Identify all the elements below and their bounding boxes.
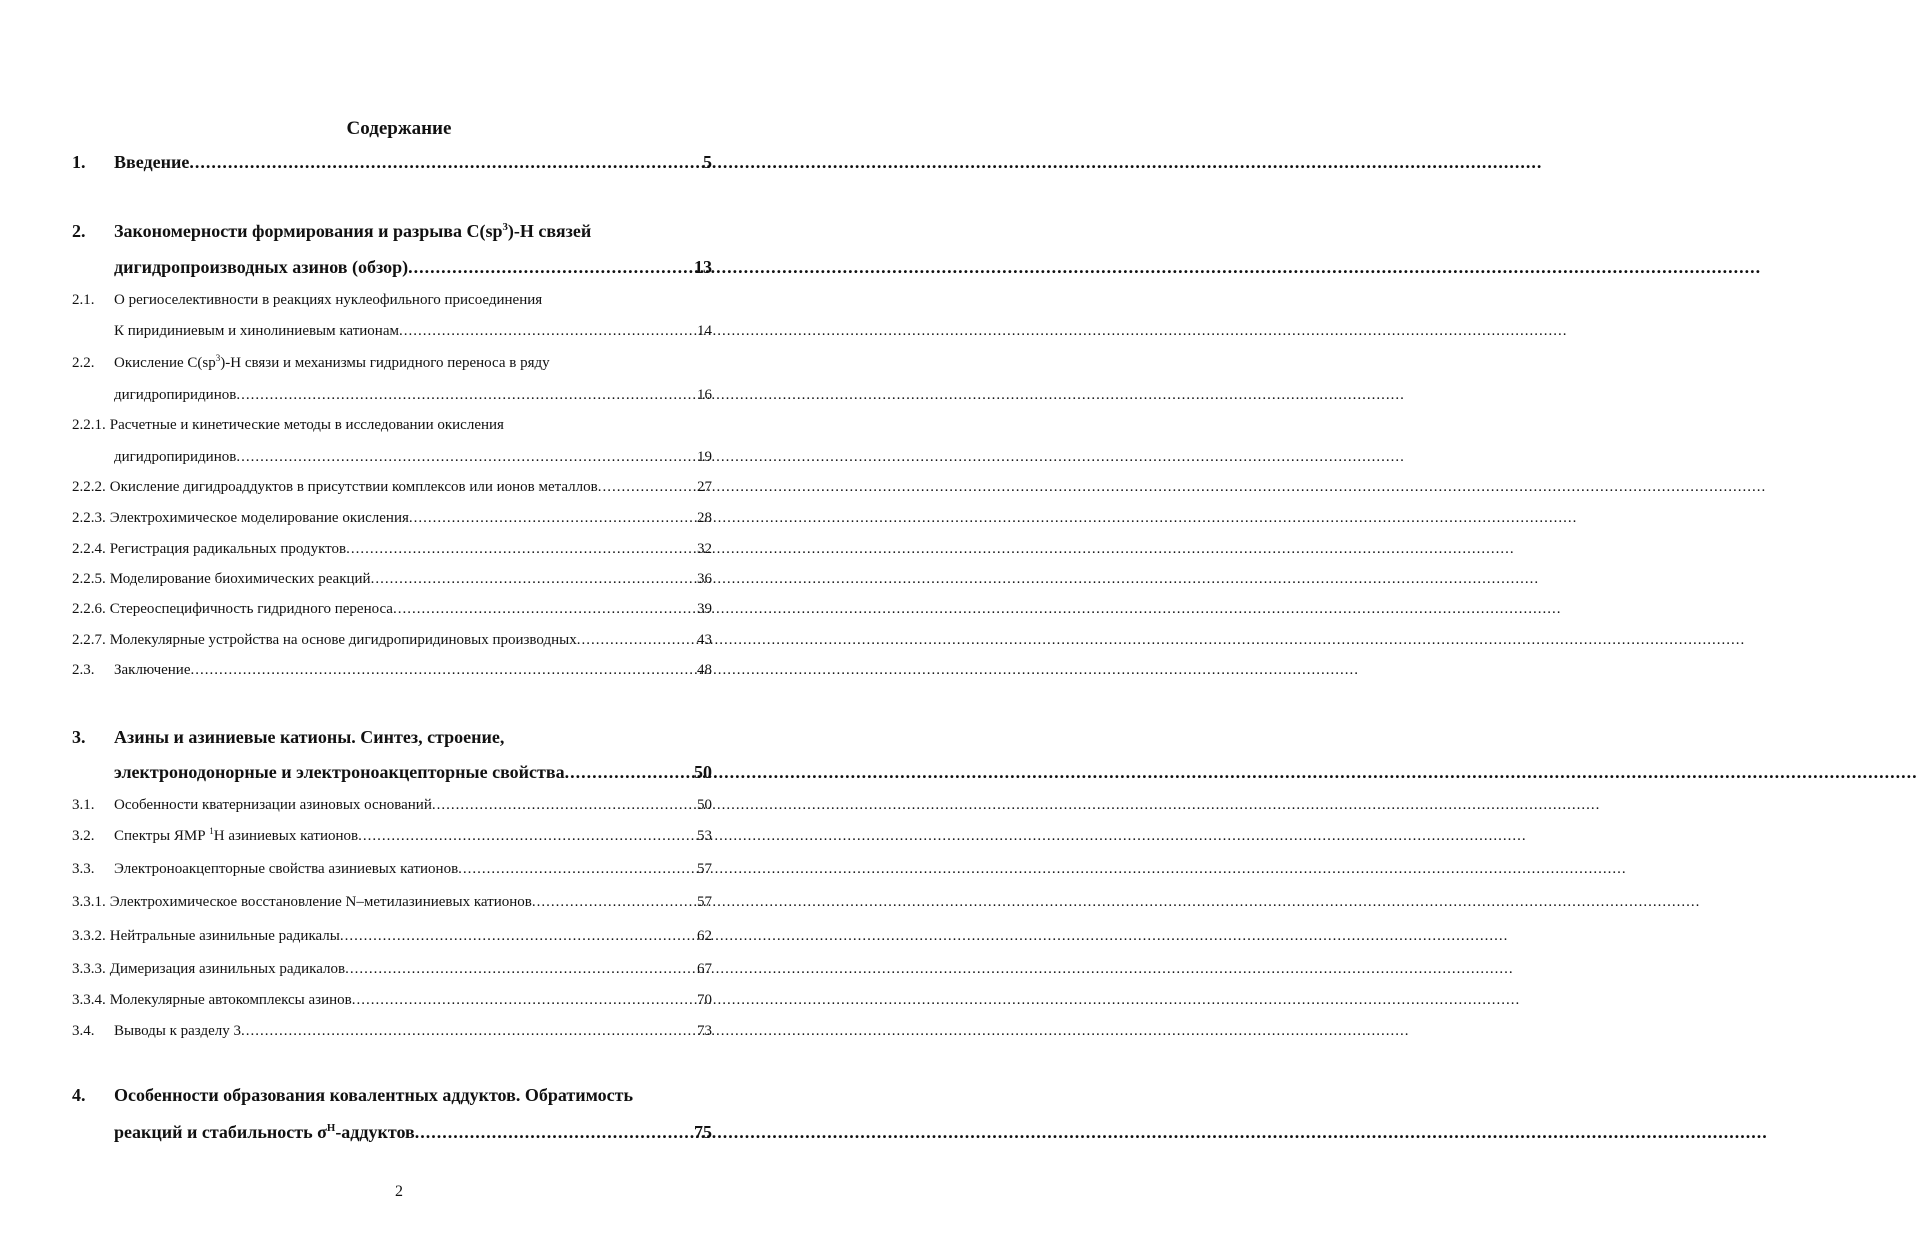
entry-number: 2.2.4. — [72, 541, 106, 557]
leader-dots — [458, 861, 697, 878]
toc-entry-continuation[interactable] — [114, 1122, 712, 1143]
entry-number: 3.1. — [72, 797, 95, 813]
entry-page: 53 — [697, 828, 712, 844]
toc-entry[interactable] — [72, 727, 712, 748]
toc-entry-continuation[interactable] — [114, 257, 712, 278]
entry-title: Особенности образования ковалентных аддуктов. Обратимость — [114, 1085, 633, 1105]
entry-title: Выводы к разделу 3 — [114, 1023, 241, 1039]
entry-number: 3.4. — [72, 1023, 95, 1039]
entry-title: Особенности кватернизации азиновых оснований — [114, 797, 432, 813]
toc-entry[interactable] — [72, 662, 712, 679]
toc-entry[interactable] — [72, 961, 712, 978]
entry-number: 2.2. — [72, 355, 95, 371]
leader-dots — [189, 152, 703, 173]
entry-number: 4. — [72, 1085, 86, 1105]
entry-title: Электроноакцепторные свойства азиниевых катионов — [114, 861, 459, 877]
entry-title: Введение — [114, 152, 190, 172]
entry-page: 67 — [697, 961, 712, 977]
entry-title: К пиридиниевым и хинолиниевым катионам — [114, 323, 399, 339]
entry-number: 2.1. — [72, 292, 95, 308]
entry-number: 2.3. — [72, 662, 95, 678]
entry-title: Окисление дигидроаддуктов в присутствии комплексов или ионов металлов — [109, 479, 598, 495]
leader-dots — [565, 762, 694, 783]
toc-entry[interactable] — [72, 479, 712, 496]
toc-entry[interactable] — [72, 992, 712, 1009]
toc-entry[interactable] — [72, 541, 712, 558]
entry-number: 3. — [72, 727, 86, 747]
entry-page: 62 — [697, 928, 712, 944]
entry-page: 70 — [697, 992, 712, 1008]
toc-entry[interactable] — [72, 292, 712, 309]
page-number: 2 — [395, 1183, 403, 1200]
entry-page: 36 — [697, 571, 712, 587]
toc-entry[interactable] — [72, 417, 712, 434]
leader-dots — [409, 510, 697, 527]
entry-page: 32 — [697, 541, 712, 557]
entry-number: 3.3.2. — [72, 928, 106, 944]
entry-title: дигидропроизводных азинов (обзор) — [114, 257, 409, 277]
toc-entry[interactable] — [72, 894, 712, 911]
entry-title: Стереоспецифичность гидридного переноса — [109, 601, 393, 617]
entry-page: 50 — [697, 797, 712, 813]
toc-entry-continuation[interactable] — [114, 323, 712, 340]
leader-dots — [577, 632, 697, 649]
toc-entry[interactable] — [72, 828, 712, 845]
entry-number: 2.2.3. — [72, 510, 106, 526]
toc-entry-continuation[interactable] — [114, 449, 712, 466]
leader-dots — [346, 541, 697, 558]
entry-title: Спектры ЯМР $^1$H азиниевых катионов — [114, 826, 359, 844]
entry-number: 1. — [72, 152, 86, 172]
entry-number: 3.3.1. — [72, 894, 106, 910]
entry-page: 19 — [697, 449, 712, 465]
toc-entry[interactable] — [72, 152, 712, 173]
entry-page: 48 — [697, 662, 712, 678]
entry-title: Азины и азиниевые катионы. Синтез, строение, — [114, 727, 505, 747]
leader-dots — [371, 571, 697, 588]
entry-page: 50 — [694, 762, 712, 782]
entry-title: Расчетные и кинетические методы в исследовании окисления — [109, 417, 504, 433]
entry-number: 2.2.2. — [72, 479, 106, 495]
entry-number: 2.2.5. — [72, 571, 106, 587]
entry-title: Димеризация азинильных радикалов — [109, 961, 346, 977]
entry-title: О региоселективности в реакциях нуклеофильного присоединения — [114, 292, 543, 308]
entry-title: электронодонорные и электроноакцепторные свойства — [114, 762, 565, 782]
leader-dots — [598, 479, 697, 496]
toc-entry[interactable] — [72, 221, 712, 242]
toc-entry[interactable] — [72, 632, 712, 649]
entry-page: 57 — [697, 894, 712, 910]
page-title: Содержание — [346, 118, 452, 139]
leader-dots — [408, 257, 694, 278]
entry-page: 14 — [697, 323, 712, 339]
leader-dots — [191, 662, 698, 679]
entry-number: 2.2.7. — [72, 632, 106, 648]
entry-title: Окисление $C(sp^3)-H$ связи и механизмы гидридного переноса в ряду — [114, 353, 550, 371]
entry-number: 3.3. — [72, 861, 95, 877]
entry-title: Молекулярные автокомплексы азинов — [109, 992, 352, 1008]
leader-dots — [236, 449, 697, 466]
toc-entry[interactable] — [72, 797, 712, 814]
entry-title: Электрохимическое восстановление N–метилазиниевых катионов — [109, 894, 532, 910]
leader-dots — [345, 961, 697, 978]
entry-page: 75 — [694, 1122, 712, 1142]
entry-page: 5 — [703, 152, 712, 172]
leader-dots — [358, 828, 697, 845]
entry-number: 2. — [72, 221, 86, 241]
toc-entry[interactable] — [72, 601, 712, 618]
toc-entry[interactable] — [72, 1085, 712, 1106]
entry-page: 27 — [697, 479, 712, 495]
toc-entry-continuation[interactable] — [114, 387, 712, 404]
entry-number: 3.3.4. — [72, 992, 106, 1008]
toc-entry[interactable] — [72, 861, 712, 878]
entry-page: 73 — [697, 1023, 712, 1039]
entry-title: Регистрация радикальных продуктов — [109, 541, 347, 557]
entry-number: 3.2. — [72, 828, 95, 844]
entry-title: дигидропиридинов — [114, 449, 237, 465]
entry-number: 3.3.3. — [72, 961, 106, 977]
leader-dots — [241, 1023, 697, 1040]
entry-page: 57 — [697, 861, 712, 877]
entry-title: Электрохимическое моделирование окисления — [109, 510, 409, 526]
toc-entry[interactable] — [72, 571, 712, 588]
toc-entry[interactable] — [72, 510, 712, 527]
toc-entry[interactable] — [72, 355, 712, 372]
entry-number: 2.2.6. — [72, 601, 106, 617]
toc-entry[interactable] — [72, 1023, 712, 1040]
leader-dots — [352, 992, 697, 1009]
entry-page: 13 — [694, 257, 712, 277]
entry-page: 43 — [697, 632, 712, 648]
entry-title: реакций и стабильность $\sigma^H$-аддуктов — [114, 1122, 415, 1142]
entry-title: Моделирование биохимических реакций — [109, 571, 371, 587]
leader-dots — [393, 601, 697, 618]
entry-title: Молекулярные устройства на основе дигидропиридиновых производных — [109, 632, 577, 648]
entry-page: 16 — [697, 387, 712, 403]
entry-title: дигидропиридинов — [114, 387, 237, 403]
entry-page: 28 — [697, 510, 712, 526]
entry-title: Закономерности формирования и разрыва $C(sp^3)-H$ связей — [114, 221, 592, 241]
leader-dots — [415, 1122, 694, 1143]
leader-dots — [399, 323, 697, 340]
leader-dots — [236, 387, 697, 404]
entry-title: Нейтральные азинильные радикалы — [109, 928, 340, 944]
toc-entry-continuation[interactable] — [114, 762, 712, 783]
toc-entry[interactable] — [72, 928, 712, 945]
leader-dots — [532, 894, 697, 911]
leader-dots — [432, 797, 697, 814]
leader-dots — [340, 928, 697, 945]
entry-page: 39 — [697, 601, 712, 617]
entry-title: Заключение — [114, 662, 191, 678]
entry-number: 2.2.1. — [72, 417, 106, 433]
